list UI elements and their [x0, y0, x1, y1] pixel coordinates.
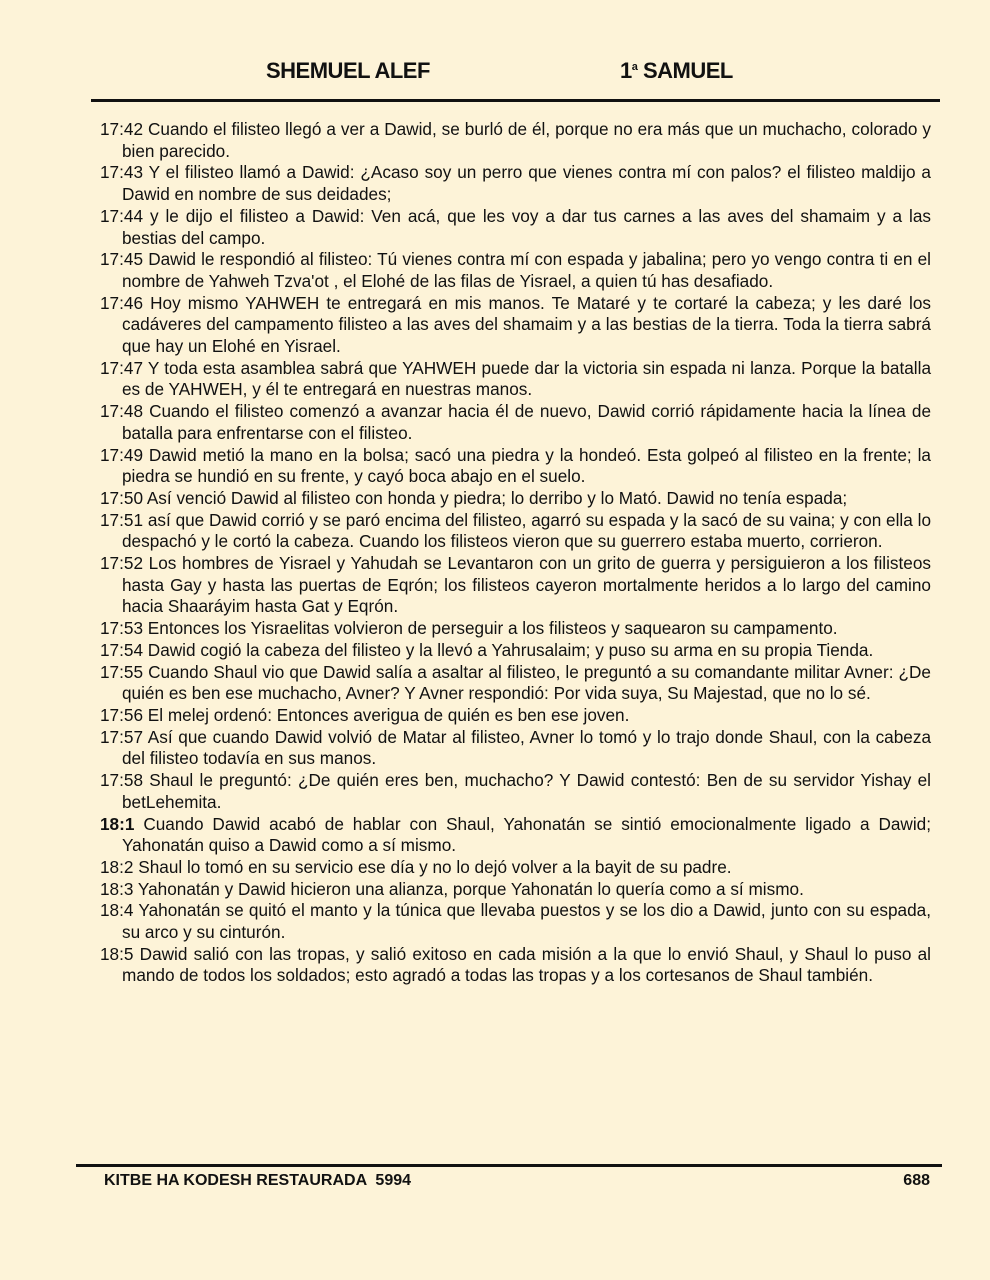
- verse: [100, 445, 931, 488]
- verse-text: Y toda esta asamblea sabrá que YAHWEH puede dar la victoria sin espada ni lanza. Porque la batalla es de YAHWEH, y él te entregará en nuestras manos.: [122, 357, 932, 400]
- verse-text: y le dijo el filisteo a Dawid: Ven acá, que les voy a dar tus carnes a las aves del shamaim y a las bestias del campo.: [122, 205, 931, 248]
- verse: [100, 249, 931, 292]
- verse-text: Así venció Dawid al filisteo con honda y piedra; lo derribo y lo Mató. Dawid no tenía espada;: [146, 487, 848, 508]
- verse-text: Yahonatán se quitó el manto y la túnica que llevaba puestos y se los dio a Dawid, junto con su espada, su arco y su cinturón.: [122, 900, 931, 943]
- verse: [100, 206, 931, 249]
- verse-text: Shaul lo tomó en su servicio ese día y no lo dejó volver a la bayit de su padre.: [138, 856, 732, 877]
- verse: [100, 662, 931, 705]
- verse-ref: 17:52: [100, 553, 144, 574]
- verse-text: Hoy mismo YAHWEH te entregará en mis manos. Te Mataré y te cortaré la cabeza; y les daré los cadáveres del campamento filisteo a las aves del shamaim y a las bestias de la tierra. Toda la tierra sabrá que hay un Elohé en Yisrael.: [122, 292, 931, 357]
- verse-text: así que Dawid corrió y se paró encima del filisteo, agarró su espada y la sacó de su vaina; y con ella lo despachó y le cortó la cabeza. Cuando los filisteos vieron que su guerrero estaba muerto, corrieron.: [122, 509, 931, 552]
- verse: [100, 727, 931, 770]
- verse-text: Yahonatán y Dawid hicieron una alianza, porque Yahonatán lo quería como a sí mismo.: [137, 878, 804, 899]
- verse-ref: 17:50: [100, 487, 144, 508]
- verse-ref: 17:56: [100, 704, 144, 725]
- page-header: [0, 58, 990, 88]
- verse: [100, 162, 931, 205]
- book-title-spanish: [620, 58, 733, 84]
- verse-text: Cuando el filisteo comenzó a avanzar hacia él de nuevo, Dawid corrió rápidamente hacia la línea de batalla para enfrentarse con el filisteo.: [122, 401, 931, 443]
- verse-text: Y el filisteo llamó a Dawid: ¿Acaso soy un perro que vienes contra mí con palos? el filisteo maldijo a Dawid en nombre de sus deidades;: [122, 162, 931, 205]
- verse: [100, 640, 931, 662]
- verse-text: Cuando Dawid acabó de hablar con Shaul, Yahonatán se sintió emocionalmente ligado a Dawid; Yahonatán quiso a Dawid como a sí mismo.: [122, 813, 931, 856]
- verse-ref: 17:55: [100, 661, 144, 682]
- verse-ref: 17:46: [100, 292, 144, 313]
- header-divider: [91, 99, 940, 102]
- verse-list: [100, 119, 931, 987]
- verse-ref: 18:5: [100, 943, 134, 964]
- verse-text: Así que cuando Dawid volvió de Matar al filisteo, Avner lo tomó y lo trajo donde Shaul, con la cabeza del filisteo todavía en sus manos.: [122, 726, 931, 769]
- verse: [100, 705, 931, 727]
- footer-title: KITBE HA KODESH RESTAURADA 5994: [104, 1172, 412, 1189]
- verse-text: Dawid metió la mano en la bolsa; sacó una piedra y la hondeó. Esta golpeó al filisteo en la frente; la piedra se hundió en su frente, y cayó boca abajo en el suelo.: [122, 444, 931, 487]
- verse-ref: 17:44: [100, 205, 144, 226]
- verse: [100, 119, 931, 162]
- verse: [100, 879, 931, 901]
- verse: [100, 900, 931, 943]
- verse-text: Entonces los Yisraelitas volvieron de perseguir a los filisteos y saquearon su campamento.: [147, 618, 838, 639]
- verse-ref: 17:42: [100, 119, 144, 139]
- verse: [100, 401, 931, 444]
- verse-ref: 18:4: [100, 900, 134, 921]
- verse-text: Dawid salió con las tropas, y salió exitoso en cada misión a la que lo envió Shaul, y Shaul lo puso al mando de todos los soldados; esto agradó a todas las tropas y a los cortesanos de Shaul también.: [122, 943, 931, 986]
- verse-ref: 17:45: [100, 249, 144, 270]
- book-number: 1: [620, 58, 632, 83]
- verse-ref: 17:54: [100, 639, 144, 660]
- verse: [100, 293, 931, 358]
- verse-ref: 17:49: [100, 444, 144, 465]
- verse-text: Cuando Shaul vio que Dawid salía a asaltar al filisteo, le preguntó a su comandante militar Avner: ¿De quién es ben ese muchacho, Avner? Y Avner respondió: Por vida suya, Su Majestad, que no lo sé.: [122, 661, 931, 704]
- verse: [100, 488, 931, 510]
- verse: [100, 553, 931, 618]
- verse-ref: 17:58: [100, 770, 144, 791]
- verse-ref: 18:1: [100, 813, 135, 834]
- footer-divider: [76, 1164, 942, 1167]
- verse-text: Dawid cogió la cabeza del filisteo y la llevó a Yahrusalaim; y puso su arma en su propia Tienda.: [147, 639, 874, 660]
- verse-text: Cuando el filisteo llegó a ver a Dawid, se burló de él, porque no era más que un muchacho, colorado y bien parecido.: [122, 119, 931, 161]
- book-name: SAMUEL: [637, 58, 733, 83]
- verse: [100, 770, 931, 813]
- verse-ref: 17:47: [100, 357, 144, 378]
- ordinal-sup: a: [631, 61, 638, 73]
- verse-ref: 18:3: [100, 878, 134, 899]
- verse: [100, 944, 931, 987]
- verse: [100, 358, 931, 401]
- book-title-hebrew: SHEMUEL ALEF: [266, 58, 430, 83]
- verse-ref: 17:53: [100, 618, 144, 639]
- verse: [100, 618, 931, 640]
- verse-text: Shaul le preguntó: ¿De quién eres ben, muchacho? Y Dawid contestó: Ben de su servidor Yishay el betLehemita.: [122, 770, 931, 812]
- verse-text: Los hombres de Yisrael y Yahudah se Levantaron con un grito de guerra y persiguieron a los filisteos hasta Gay y hasta las puertas de Eqrón; los filisteos cayeron mortalmente heridos a lo largo del camino hacia Shaaráyim hasta Gat y Eqrón.: [122, 553, 931, 617]
- verse: [100, 814, 931, 857]
- verse-ref: 17:43: [100, 162, 144, 183]
- verse-text: El melej ordenó: Entonces averigua de quién es ben ese joven.: [147, 704, 630, 725]
- verse: [100, 510, 931, 553]
- verse-ref: 17:51: [100, 509, 144, 530]
- verse-text: Dawid le respondió al filisteo: Tú vienes contra mí con espada y jabalina; pero yo vengo contra ti en el nombre de Yahweh Tzva'ot , el Elohé de las filas de Yisrael, a quien tú has desafiado.: [122, 249, 931, 291]
- verse-ref: 18:2: [100, 856, 134, 877]
- page-number: 688: [903, 1172, 930, 1189]
- verse-ref: 17:57: [100, 726, 144, 747]
- verse: [100, 857, 931, 879]
- verse-ref: 17:48: [100, 401, 144, 422]
